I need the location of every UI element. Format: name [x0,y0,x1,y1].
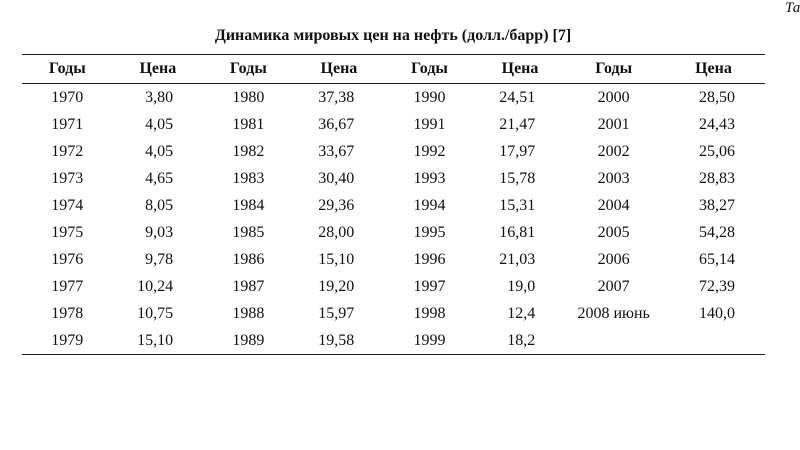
price-cell: 36,67 [318,115,355,133]
year-cell: 1988 [232,304,265,322]
table-row [22,138,765,165]
year-cell: 1999 [384,327,475,355]
price-cell: 4,05 [145,115,174,133]
year-cell: 1991 [413,115,446,133]
price-cell: 54,28 [699,223,735,241]
year-cell: 2004 [597,196,630,214]
price-cell: 9,78 [145,250,174,268]
year-cell: 1979 [22,327,113,355]
price-cell: 8,05 [145,196,174,214]
year-cell: 1990 [413,88,446,106]
year-cell: 1972 [51,142,84,160]
column-header-price: Цена [475,55,566,84]
price-cell: 33,67 [318,142,355,160]
column-header-years: Годы [384,55,475,84]
year-cell: 1970 [51,88,84,106]
price-cell: 21,03 [499,250,536,268]
year-cell: 2006 [597,250,630,268]
year-cell: 2007 [597,277,630,295]
price-cell: 10,75 [137,304,174,322]
year-cell: 1975 [51,223,84,241]
year-cell: 1982 [232,142,265,160]
year-cell: 1995 [413,223,446,241]
year-cell: 2003 [597,169,630,187]
price-cell: 15,78 [499,169,536,187]
year-cell: 1983 [232,169,265,187]
column-header-years: Годы [565,55,662,84]
year-cell: 2002 [597,142,630,160]
table-row [22,273,765,300]
year-cell: 1986 [232,250,265,268]
price-cell: 72,39 [699,277,735,295]
price-cell [662,327,765,355]
year-cell: 1973 [51,169,84,187]
year-cell: 1996 [413,250,446,268]
year-cell: 1974 [51,196,84,214]
price-cell: 19,20 [318,277,355,295]
price-cell: 15,10 [318,250,355,268]
year-cell: 2001 [597,115,630,133]
price-cell: 37,38 [318,88,355,106]
column-header-years: Годы [22,55,113,84]
table-row [22,327,765,355]
price-cell: 15,97 [318,304,355,322]
price-cell: 28,00 [318,223,355,241]
table-row [22,84,765,112]
table-row [22,246,765,273]
year-cell [565,327,662,355]
year-cell: 1985 [232,223,265,241]
price-cell: 21,47 [499,115,536,133]
price-cell: 29,36 [318,196,355,214]
price-cell: 24,51 [499,88,536,106]
price-cell: 15,10 [113,327,204,355]
year-cell: 1980 [232,88,265,106]
price-cell: 38,27 [699,196,735,214]
year-cell: 2008 июнь [577,304,650,322]
price-cell: 10,24 [137,277,174,295]
year-cell: 1987 [232,277,265,295]
year-cell: 2005 [597,223,630,241]
year-cell: 1994 [413,196,446,214]
page-corner-text-fragment: Та [785,0,800,16]
year-cell: 1976 [51,250,84,268]
price-cell: 30,40 [318,169,355,187]
year-cell: 1993 [413,169,446,187]
year-cell: 1971 [51,115,84,133]
price-cell: 15,31 [499,196,536,214]
column-header-price: Цена [294,55,385,84]
year-cell: 1998 [413,304,446,322]
price-cell: 12,4 [507,304,536,322]
price-cell: 4,65 [145,169,174,187]
oil-price-table [22,54,765,355]
column-header-price: Цена [113,55,204,84]
price-cell: 24,43 [699,115,735,133]
price-cell: 16,81 [499,223,536,241]
price-cell: 3,80 [145,88,174,106]
price-cell: 9,03 [145,223,174,241]
table-row [22,300,765,327]
price-cell: 4,05 [145,142,174,160]
column-header-years: Годы [203,55,294,84]
table-row [22,219,765,246]
year-cell: 1981 [232,115,265,133]
year-cell: 1997 [413,277,446,295]
price-cell: 25,06 [699,142,735,160]
price-cell: 65,14 [699,250,735,268]
year-cell: 1978 [51,304,84,322]
year-cell: 1989 [203,327,294,355]
table-body [22,84,765,355]
price-cell: 140,0 [699,304,735,322]
table-row [22,111,765,138]
price-cell: 28,83 [699,169,735,187]
price-cell: 19,58 [294,327,385,355]
year-cell: 1977 [51,277,84,295]
year-cell: 1992 [413,142,446,160]
table-row [22,192,765,219]
table-header-row [22,55,765,84]
column-header-price: Цена [662,55,765,84]
price-cell: 19,0 [507,277,536,295]
table-caption: Динамика мировых цен на нефть (долл./барр) [7] [214,27,572,44]
year-cell: 2000 [597,88,630,106]
table-row [22,165,765,192]
price-cell: 28,50 [699,88,735,106]
price-cell: 17,97 [499,142,536,160]
year-cell: 1984 [232,196,265,214]
price-cell: 18,2 [475,327,566,355]
